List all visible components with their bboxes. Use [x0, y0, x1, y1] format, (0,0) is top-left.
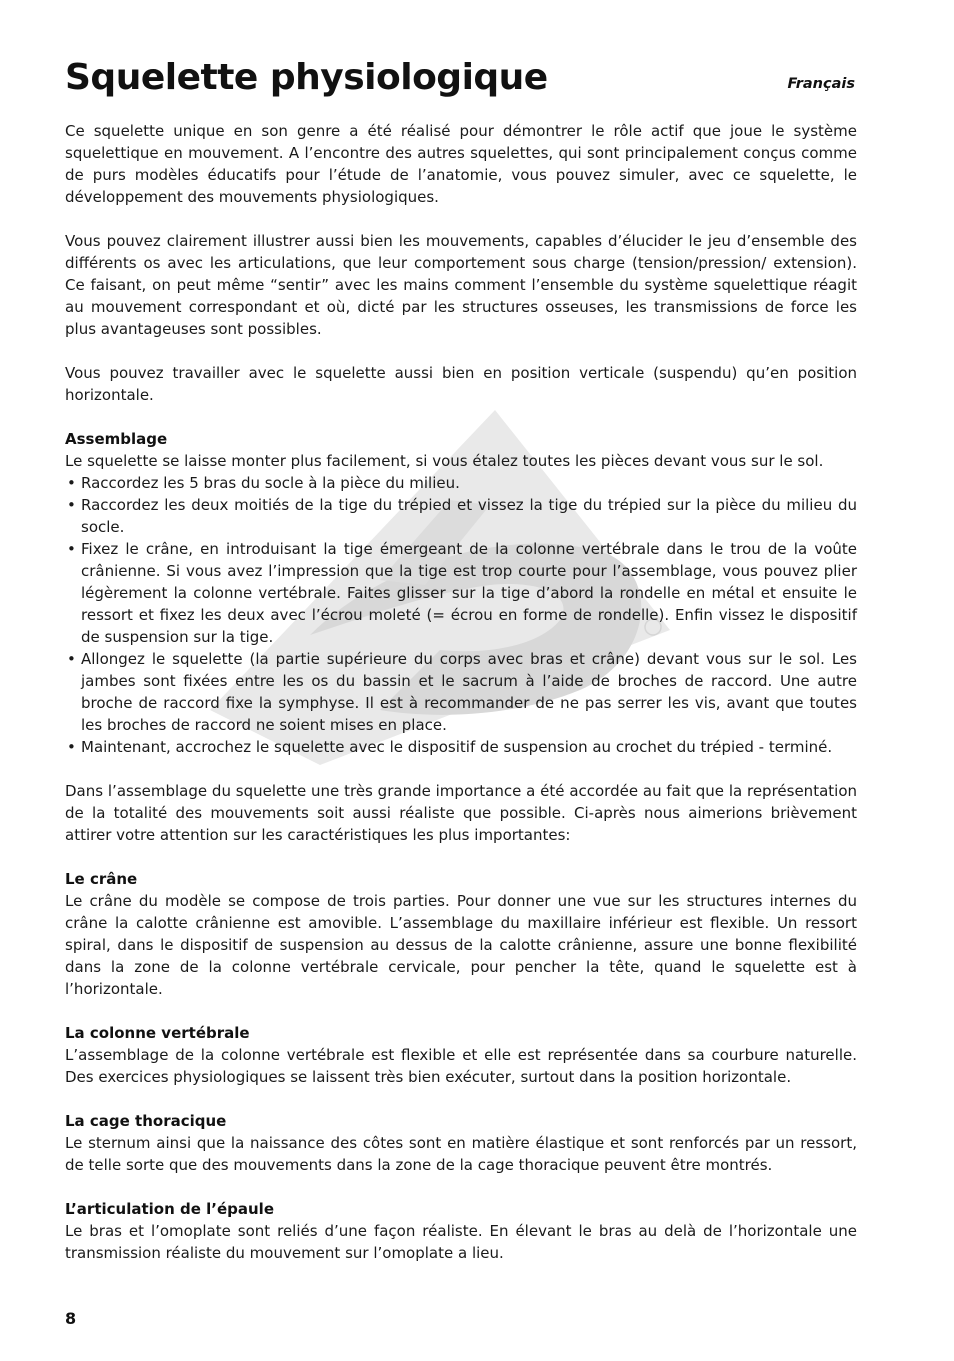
section-text-epaule: Le bras et l’omoplate sont reliés d’une façon réaliste. En élevant le bras au delà de l’horizontale une transmission réaliste du mouvement sur l’omoplate a lieu.: [65, 1222, 857, 1262]
page-title: Squelette physiologique: [65, 57, 548, 98]
document-body: [65, 120, 857, 1264]
features-intro-paragraph: Dans l’assemblage du squelette une très grande importance a été accordée au fait que la représentation de la totalité des mouvements soit aussi réaliste que possible. Ci-après nous aimerions brièvement attirer votre attention sur les caractéristiques les plus importantes:: [65, 782, 857, 844]
document-page: [65, 58, 857, 1264]
section-text-cage-thoracique: Le sternum ainsi que la naissance des côtes sont en matière élastique et sont renforcés par un ressort, de telle sorte que des mouvements dans la zone de la cage thoracique peuvent être montrés.: [65, 1134, 857, 1174]
page-number: 8: [65, 1309, 77, 1328]
assemblage-lead: Le squelette se laisse monter plus facilement, si vous étalez toutes les pièces devant vous sur le sol.: [65, 452, 824, 470]
intro-paragraph: Ce squelette unique en son genre a été réalisé pour démontrer le rôle actif que joue le système squelettique en mouvement. A l’encontre des autres squelettes, qui sont principalement conçus comme de purs modèles éducatifs pour l’étude de l’anatomie, vous pouvez simuler, avec ce squelette, le développement des mouvements physiologiques.: [65, 122, 857, 206]
language-label: Français: [787, 76, 855, 92]
page-header: [65, 58, 857, 108]
section-text-crane: Le crâne du modèle se compose de trois parties. Pour donner une vue sur les structures internes du crâne la calotte crânienne est amovible. L’assemblage du maxillaire inférieur est flexible. Un ressort spiral, dans le dispositif de suspension au dessus de la calotte crânienne, assure une bonne flexibilité dans la zone de la colonne vertébrale cervicale, pour pencher la tête, quand le squelette est à l’horizontale.: [65, 892, 857, 998]
list-item: • Allongez le squelette (la partie supérieure du corps avec bras et crâne) devant vous sur le sol. Les jambes sont fixées entre les os du bassin et le sacrum à l’aide de broches de raccord. Une autre broche de raccord fixe la symphyse. Il est à recommander de ne pas serrer les vis, avant que toutes les broches de raccord ne soient mises en place.: [65, 648, 857, 736]
section-heading-epaule: L’articulation de l’épaule: [65, 1200, 274, 1218]
intro-paragraph: Vous pouvez travailler avec le squelette aussi bien en position verticale (suspendu) qu’en position horizontale.: [65, 364, 857, 404]
section-heading-assemblage: Assemblage: [65, 430, 168, 448]
assemblage-steps: [65, 472, 857, 758]
intro-paragraph: Vous pouvez clairement illustrer aussi bien les mouvements, capables d’élucider le jeu d’ensemble des différents os avec les articulations, que leur comportement sous charge (tension/pression/ extension). Ce faisant, on peut même “sentir” avec les mains comment l’ensemble du système squelettique réagit au mouvement correspondant et où, dicté par les structures osseuses, les transmissions de force les plus avantageuses sont possibles.: [65, 232, 857, 338]
list-item: • Fixez le crâne, en introduisant la tige émergeant de la colonne vertébrale dans le trou de la voûte crânienne. Si vous avez l’impression que la tige est trop courte pour l’assemblage, vous pouvez plier légèrement la colonne vertébrale. Faites glisser sur la tige d’abord la rondelle en métal et ensuite le ressort et fixez les deux avec l’écrou moleté (= écrou en forme de rondelle). Enfin vissez le dispositif de suspension sur la tige.: [65, 538, 857, 648]
section-heading-cage-thoracique: La cage thoracique: [65, 1112, 227, 1130]
section-heading-crane: Le crâne: [65, 870, 138, 888]
section-text-colonne: L’assemblage de la colonne vertébrale est flexible et elle est représentée dans sa courbure naturelle. Des exercices physiologiques se laissent très bien exécuter, surtout dans la position horizontale.: [65, 1046, 857, 1086]
list-item: • Raccordez les 5 bras du socle à la pièce du milieu.: [65, 472, 857, 494]
list-item: • Raccordez les deux moitiés de la tige du trépied et vissez la tige du trépied sur la pièce du milieu du socle.: [65, 494, 857, 538]
section-heading-colonne: La colonne vertébrale: [65, 1024, 250, 1042]
list-item: • Maintenant, accrochez le squelette avec le dispositif de suspension au crochet du trépied - terminé.: [65, 736, 857, 758]
